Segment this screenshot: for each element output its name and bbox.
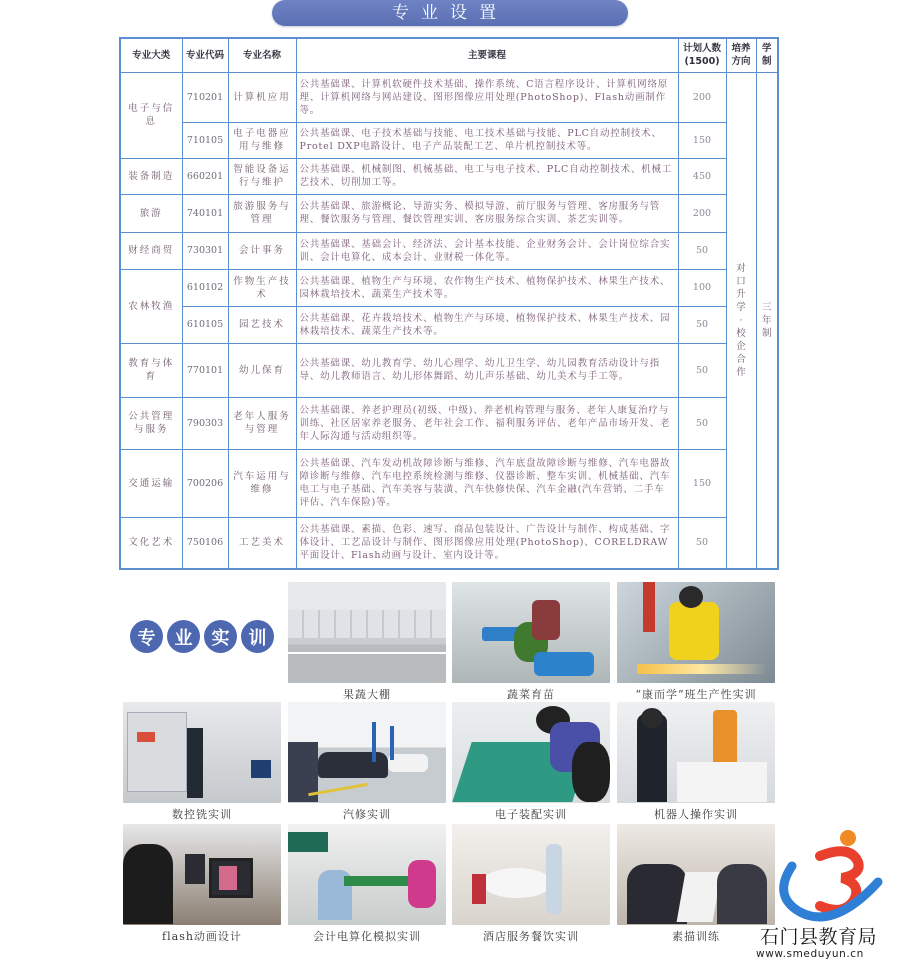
plan-cell: 100 xyxy=(678,269,726,306)
category-cell: 公共管理与服务 xyxy=(120,397,182,449)
category-cell: 交通运输 xyxy=(120,449,182,517)
photo-caption: 机器人操作实训 xyxy=(654,808,738,821)
col-header-name: 专业名称 xyxy=(228,38,296,72)
code-cell: 610105 xyxy=(182,306,228,343)
plan-cell: 200 xyxy=(678,194,726,232)
photo-auto-repair xyxy=(288,702,446,803)
name-cell: 智能设备运行与维护 xyxy=(228,158,296,194)
plan-cell: 50 xyxy=(678,343,726,397)
plan-cell: 50 xyxy=(678,397,726,449)
code-cell: 790303 xyxy=(182,397,228,449)
photo-robot xyxy=(617,702,775,803)
table-row xyxy=(120,449,778,517)
col-header-courses: 主要课程 xyxy=(296,38,678,72)
plan-cell: 450 xyxy=(678,158,726,194)
table-row xyxy=(120,343,778,397)
col-header-code: 专业代码 xyxy=(182,38,228,72)
col-header-duration: 学制 xyxy=(756,38,778,72)
table-row xyxy=(120,269,778,306)
photo-caption: 会计电算化模拟实训 xyxy=(313,930,421,943)
category-cell: 财经商贸 xyxy=(120,232,182,269)
photo-caption: 电子装配实训 xyxy=(495,808,567,821)
table-row xyxy=(120,232,778,269)
plan-cell: 50 xyxy=(678,232,726,269)
name-cell: 幼儿保育 xyxy=(228,343,296,397)
name-cell: 旅游服务与管理 xyxy=(228,194,296,232)
code-cell: 660201 xyxy=(182,158,228,194)
col-header-plan: 计划人数(1500) xyxy=(678,38,726,72)
table-row xyxy=(120,306,778,343)
title-badge: 实 xyxy=(204,620,237,653)
table-row xyxy=(120,397,778,449)
courses-cell: 公共基础课、养老护理员(初级、中级)、养老机构管理与服务、老年人康复治疗与训练、社区居家养老服务、老年社会工作、福利服务评估、老年产品市场开发、老年人际沟通与活动组织等。 xyxy=(296,397,678,449)
plan-cell: 50 xyxy=(678,306,726,343)
code-cell: 710201 xyxy=(182,72,228,122)
photo-cnc xyxy=(123,702,281,803)
courses-cell: 公共基础课、旅游概论、导游实务、模拟导游、前厅服务与管理、客房服务与管理、餐饮服务与管理、餐饮管理实训、客房服务综合实训、茶艺实训等。 xyxy=(296,194,678,232)
code-cell: 750106 xyxy=(182,517,228,569)
photo-greenhouse xyxy=(288,582,446,683)
courses-cell: 公共基础课、植物生产与环境、农作物生产技术、植物保护技术、林果生产技术、园林栽培技术、蔬菜生产技术等。 xyxy=(296,269,678,306)
name-cell: 园艺技术 xyxy=(228,306,296,343)
courses-cell: 公共基础课、电子技术基础与技能、电工技术基础与技能、PLC自动控制技术、Protel DXP电路设计、电子产品装配工艺、单片机控制技术等。 xyxy=(296,122,678,158)
courses-cell: 公共基础课、花卉栽培技术、植物生产与环境、植物保护技术、林果生产技术、园林栽培技术、蔬菜生产技术等。 xyxy=(296,306,678,343)
title-badge: 业 xyxy=(167,620,200,653)
courses-cell: 公共基础课、幼儿教育学、幼儿心理学、幼儿卫生学、幼儿园教育活动设计与指导、幼儿教师语言、幼儿形体舞蹈、幼儿声乐基础、幼儿美术与手工等。 xyxy=(296,343,678,397)
duration-cell: 三年制 xyxy=(756,72,778,569)
photo-caption: 蔬菜育苗 xyxy=(507,688,555,701)
category-cell: 电子与信息 xyxy=(120,72,182,158)
category-cell: 装备制造 xyxy=(120,158,182,194)
photo-computer-lab xyxy=(123,824,281,925)
majors-table xyxy=(119,37,779,570)
table-header-row xyxy=(120,38,778,72)
photo-seedling xyxy=(452,582,610,683)
photo-caption: 素描训练 xyxy=(672,930,720,943)
col-header-category: 专业大类 xyxy=(120,38,182,72)
watermark-title: 石门县教育局 xyxy=(760,926,878,948)
table-row xyxy=(120,517,778,569)
name-cell: 工艺美术 xyxy=(228,517,296,569)
title-badge: 训 xyxy=(241,620,274,653)
courses-cell: 公共基础课、计算机软硬件技术基础、操作系统、C语言程序设计、计算机网络原理、计算机网络与网站建设、图形图像应用处理(PhotoShop)、Flash动画制作等。 xyxy=(296,72,678,122)
direction-cell: 对口升学·校企合作 xyxy=(726,72,756,569)
courses-cell: 公共基础课、基础会计、经济法、会计基本技能、企业财务会计、会计岗位综合实训、会计电算化、成本会计、业财税一体化等。 xyxy=(296,232,678,269)
name-cell: 会计事务 xyxy=(228,232,296,269)
courses-cell: 公共基础课、素描、色彩、速写、商品包装设计、广告设计与制作、构成基础、字体设计、工艺品设计与制作、图形图像应用处理(PhotoShop)、CORELDRAW平面设计、Flash动画与设计、室内设计等。 xyxy=(296,517,678,569)
title-badge: 专 xyxy=(130,620,163,653)
category-cell: 文化艺术 xyxy=(120,517,182,569)
photo-electronics xyxy=(452,702,610,803)
photo-grinding xyxy=(617,582,775,683)
name-cell: 汽车运用与维修 xyxy=(228,449,296,517)
name-cell: 电子电器应用与维修 xyxy=(228,122,296,158)
photo-hotel xyxy=(452,824,610,925)
photo-sketch xyxy=(617,824,775,925)
code-cell: 730301 xyxy=(182,232,228,269)
section-title: 专业设置 xyxy=(272,0,628,26)
name-cell: 老年人服务与管理 xyxy=(228,397,296,449)
watermark-url: www.smeduyun.cn xyxy=(756,948,864,960)
photo-caption: flash动画设计 xyxy=(162,930,242,943)
col-header-direction: 培养方向 xyxy=(726,38,756,72)
category-cell: 教育与体育 xyxy=(120,343,182,397)
plan-cell: 150 xyxy=(678,122,726,158)
code-cell: 610102 xyxy=(182,269,228,306)
code-cell: 740101 xyxy=(182,194,228,232)
photo-caption: 数控铣实训 xyxy=(172,808,232,821)
education-bureau-logo-icon xyxy=(770,826,890,926)
training-section-title xyxy=(130,620,274,653)
name-cell: 计算机应用 xyxy=(228,72,296,122)
table-row xyxy=(120,194,778,232)
photo-caption: 酒店服务餐饮实训 xyxy=(483,930,579,943)
courses-cell: 公共基础课、机械制图、机械基础、电工与电子技术、PLC自动控制技术、机械工艺技术、切削加工等。 xyxy=(296,158,678,194)
plan-cell: 150 xyxy=(678,449,726,517)
table-row xyxy=(120,122,778,158)
category-cell: 农林牧渔 xyxy=(120,269,182,343)
code-cell: 710105 xyxy=(182,122,228,158)
table-row xyxy=(120,72,778,122)
photo-caption: 果蔬大棚 xyxy=(343,688,391,701)
photo-accounting xyxy=(288,824,446,925)
plan-cell: 50 xyxy=(678,517,726,569)
photo-caption: 汽修实训 xyxy=(343,808,391,821)
photo-caption: “康而学”班生产性实训 xyxy=(635,688,757,701)
code-cell: 700206 xyxy=(182,449,228,517)
code-cell: 770101 xyxy=(182,343,228,397)
name-cell: 作物生产技术 xyxy=(228,269,296,306)
plan-cell: 200 xyxy=(678,72,726,122)
category-cell: 旅游 xyxy=(120,194,182,232)
table-row xyxy=(120,158,778,194)
courses-cell: 公共基础课、汽车发动机故障诊断与维修、汽车底盘故障诊断与维修、汽车电器故障诊断与维修、汽车电控系统检测与维修、仪器诊断、整车实训、机械基础、汽车电工与电子基础、汽车美容与装潢、汽车快修快保、汽车金融(汽车营销、二手车评估、汽车保险)等。 xyxy=(296,449,678,517)
